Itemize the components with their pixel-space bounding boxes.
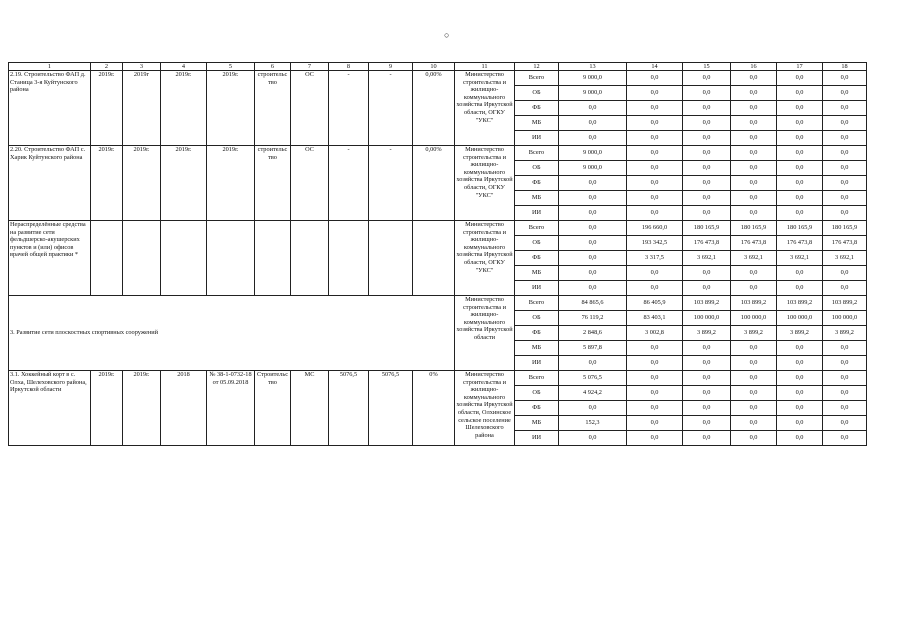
value-cell: 0,0: [731, 146, 777, 161]
cell-c9: 5076,5: [369, 371, 413, 446]
level-cell: ИИ: [515, 281, 559, 296]
level-cell: ОБ: [515, 161, 559, 176]
column-number: 1: [9, 63, 91, 71]
value-cell: 76 119,2: [559, 311, 627, 326]
level-cell: ИИ: [515, 356, 559, 371]
value-cell: 0,0: [683, 431, 731, 446]
executor: Министерство строительства и жилищно-коммунального хозяйства Иркутской области, Олхинское сельское поселение Шелеховского района: [455, 371, 515, 446]
table-row: [9, 296, 867, 311]
value-cell: 0,0: [731, 191, 777, 206]
cell-c7: ОС: [291, 146, 329, 221]
value-cell: 3 692,1: [731, 251, 777, 266]
level-cell: ОБ: [515, 236, 559, 251]
value-cell: 0,0: [777, 116, 823, 131]
table-row: [9, 221, 867, 236]
value-cell: 0,0: [683, 416, 731, 431]
value-cell: 3 899,2: [731, 326, 777, 341]
column-number: 6: [255, 63, 291, 71]
value-cell: 0,0: [823, 146, 867, 161]
value-cell: 0,0: [777, 161, 823, 176]
column-number: 18: [823, 63, 867, 71]
value-cell: 0,0: [627, 431, 683, 446]
cell-c2: 2019г.: [91, 146, 123, 221]
level-cell: МБ: [515, 341, 559, 356]
value-cell: 0,0: [823, 191, 867, 206]
executor: Министерство строительства и жилищно-коммунального хозяйства Иркутской области: [455, 296, 515, 371]
value-cell: 0,0: [559, 131, 627, 146]
value-cell: 0,0: [559, 176, 627, 191]
column-number: 14: [627, 63, 683, 71]
value-cell: 100 000,0: [731, 311, 777, 326]
value-cell: 0,0: [559, 431, 627, 446]
value-cell: 5 897,8: [559, 341, 627, 356]
level-cell: Всего: [515, 71, 559, 86]
value-cell: 0,0: [731, 101, 777, 116]
cell-c10: 0,00%: [413, 71, 455, 146]
value-cell: 0,0: [559, 116, 627, 131]
value-cell: 0,0: [777, 371, 823, 386]
value-cell: 0,0: [627, 86, 683, 101]
table-row: [9, 371, 867, 386]
value-cell: 103 899,2: [683, 296, 731, 311]
value-cell: 0,0: [777, 281, 823, 296]
column-number: 3: [123, 63, 161, 71]
value-cell: 0,0: [731, 341, 777, 356]
value-cell: 0,0: [627, 416, 683, 431]
value-cell: 0,0: [731, 176, 777, 191]
value-cell: 0,0: [731, 131, 777, 146]
level-cell: Всего: [515, 371, 559, 386]
value-cell: 9 000,0: [559, 161, 627, 176]
level-cell: Всего: [515, 221, 559, 236]
column-number: 15: [683, 63, 731, 71]
cell-c6: Строительс тво: [255, 371, 291, 446]
value-cell: 0,0: [559, 266, 627, 281]
value-cell: 4 924,2: [559, 386, 627, 401]
level-cell: ОБ: [515, 311, 559, 326]
value-cell: 176 473,8: [731, 236, 777, 251]
value-cell: 0,0: [559, 221, 627, 236]
value-cell: 0,0: [627, 386, 683, 401]
column-number: 7: [291, 63, 329, 71]
value-cell: 3 899,2: [683, 326, 731, 341]
cell-c5: 2019г.: [207, 71, 255, 146]
value-cell: 9 000,0: [559, 71, 627, 86]
object-description: 2.20. Строительство ФАП с. Харик Куйтунского района: [9, 146, 91, 221]
value-cell: 180 165,9: [683, 221, 731, 236]
column-number-row: [9, 63, 867, 71]
object-description: Нераспределённые средства на развитие сети фельдшерско-акушерских пунктов и (или) офисов врачей общей практики *: [9, 221, 91, 296]
value-cell: 0,0: [823, 101, 867, 116]
value-cell: 0,0: [823, 131, 867, 146]
object-description: 2.19. Строительство ФАП д. Станица 3-я Куйтунского района: [9, 71, 91, 146]
value-cell: 0,0: [823, 176, 867, 191]
cell-c8: [329, 221, 369, 296]
value-cell: 0,0: [823, 161, 867, 176]
value-cell: 0,0: [683, 206, 731, 221]
object-description: 3.1. Хоккейный корт в с. Олха, Шелеховского района, Иркутской области: [9, 371, 91, 446]
financing-table: [8, 62, 867, 446]
value-cell: 3 899,2: [777, 326, 823, 341]
value-cell: 0,0: [627, 116, 683, 131]
level-cell: Всего: [515, 296, 559, 311]
value-cell: 0,0: [683, 101, 731, 116]
value-cell: 0,0: [777, 416, 823, 431]
value-cell: 0,0: [823, 356, 867, 371]
cell-c4: [161, 221, 207, 296]
cell-c3: [123, 221, 161, 296]
value-cell: 0,0: [777, 146, 823, 161]
value-cell: 0,0: [627, 371, 683, 386]
level-cell: МБ: [515, 116, 559, 131]
value-cell: 100 000,0: [777, 311, 823, 326]
table-row: [9, 146, 867, 161]
value-cell: 180 165,9: [823, 221, 867, 236]
value-cell: 0,0: [823, 416, 867, 431]
value-cell: 0,0: [627, 161, 683, 176]
cell-c8: 5076,5: [329, 371, 369, 446]
value-cell: 0,0: [777, 86, 823, 101]
value-cell: 0,0: [627, 356, 683, 371]
value-cell: 0,0: [777, 401, 823, 416]
value-cell: 0,0: [777, 191, 823, 206]
value-cell: 9 000,0: [559, 86, 627, 101]
cell-c10: 0%: [413, 371, 455, 446]
value-cell: 0,0: [823, 266, 867, 281]
executor: Министерство строительства и жилищно-коммунального хозяйства Иркутской области, ОГКУ "УКС": [455, 146, 515, 221]
value-cell: 0,0: [777, 431, 823, 446]
value-cell: 0,0: [559, 356, 627, 371]
value-cell: 0,0: [731, 371, 777, 386]
column-number: 12: [515, 63, 559, 71]
cell-c9: -: [369, 71, 413, 146]
cell-c6: строительс тво: [255, 146, 291, 221]
level-cell: ФБ: [515, 176, 559, 191]
level-cell: ФБ: [515, 251, 559, 266]
column-number: 2: [91, 63, 123, 71]
cell-c2: [91, 221, 123, 296]
level-cell: ОБ: [515, 86, 559, 101]
value-cell: 0,0: [559, 236, 627, 251]
value-cell: 0,0: [683, 341, 731, 356]
value-cell: 0,0: [823, 206, 867, 221]
cell-c4: 2019г.: [161, 146, 207, 221]
value-cell: 0,0: [627, 131, 683, 146]
value-cell: 0,0: [683, 266, 731, 281]
value-cell: 0,0: [731, 71, 777, 86]
value-cell: 100 000,0: [823, 311, 867, 326]
value-cell: 0,0: [683, 116, 731, 131]
value-cell: 0,0: [823, 431, 867, 446]
cell-c9: -: [369, 146, 413, 221]
value-cell: 83 403,1: [627, 311, 683, 326]
column-number: 4: [161, 63, 207, 71]
value-cell: 0,0: [627, 191, 683, 206]
value-cell: 0,0: [777, 341, 823, 356]
cell-c6: [255, 221, 291, 296]
value-cell: 0,0: [627, 176, 683, 191]
value-cell: 0,0: [731, 416, 777, 431]
value-cell: 0,0: [683, 161, 731, 176]
cell-c10: 0,00%: [413, 146, 455, 221]
level-cell: МБ: [515, 416, 559, 431]
column-number: 17: [777, 63, 823, 71]
cell-c2: 2019г.: [91, 371, 123, 446]
value-cell: 0,0: [683, 71, 731, 86]
value-cell: 0,0: [823, 401, 867, 416]
value-cell: 0,0: [823, 86, 867, 101]
cell-c5: № 38-1-0732-18 от 05.09.2018: [207, 371, 255, 446]
value-cell: 0,0: [777, 356, 823, 371]
cell-c7: МС: [291, 371, 329, 446]
level-cell: МБ: [515, 266, 559, 281]
value-cell: 0,0: [627, 206, 683, 221]
column-number: 11: [455, 63, 515, 71]
column-number: 8: [329, 63, 369, 71]
value-cell: 100 000,0: [683, 311, 731, 326]
level-cell: ФБ: [515, 101, 559, 116]
value-cell: 3 317,5: [627, 251, 683, 266]
value-cell: 0,0: [731, 161, 777, 176]
value-cell: 0,0: [683, 191, 731, 206]
cell-c3: 2019г: [123, 71, 161, 146]
value-cell: 0,0: [777, 206, 823, 221]
cell-c3: 2019г.: [123, 371, 161, 446]
value-cell: 152,3: [559, 416, 627, 431]
value-cell: 0,0: [823, 371, 867, 386]
level-cell: МБ: [515, 191, 559, 206]
column-number: 10: [413, 63, 455, 71]
executor: Министерство строительства и жилищно-коммунального хозяйства Иркутской области, ОГКУ "УКС": [455, 71, 515, 146]
value-cell: 0,0: [627, 146, 683, 161]
level-cell: ИИ: [515, 206, 559, 221]
value-cell: 3 899,2: [823, 326, 867, 341]
value-cell: 0,0: [683, 386, 731, 401]
value-cell: 0,0: [559, 281, 627, 296]
value-cell: 0,0: [559, 101, 627, 116]
value-cell: 0,0: [731, 401, 777, 416]
value-cell: 86 405,9: [627, 296, 683, 311]
value-cell: 0,0: [731, 266, 777, 281]
table-row: [9, 71, 867, 86]
page-mark: ○: [444, 30, 450, 40]
value-cell: 3 692,1: [683, 251, 731, 266]
value-cell: 0,0: [823, 341, 867, 356]
value-cell: 0,0: [683, 356, 731, 371]
value-cell: 0,0: [731, 431, 777, 446]
value-cell: 3 002,8: [627, 326, 683, 341]
cell-c5: 2019г.: [207, 146, 255, 221]
cell-c7: [291, 221, 329, 296]
value-cell: 176 473,8: [823, 236, 867, 251]
section-title: 3. Развитие сети плоскостных спортивных сооружений: [9, 296, 455, 371]
value-cell: 0,0: [777, 71, 823, 86]
cell-c4: 2018: [161, 371, 207, 446]
column-number: 13: [559, 63, 627, 71]
value-cell: 0,0: [731, 281, 777, 296]
column-number: 5: [207, 63, 255, 71]
column-number: 9: [369, 63, 413, 71]
value-cell: 0,0: [559, 206, 627, 221]
cell-c10: [413, 221, 455, 296]
value-cell: 84 865,6: [559, 296, 627, 311]
level-cell: ФБ: [515, 401, 559, 416]
value-cell: 0,0: [823, 71, 867, 86]
value-cell: 0,0: [777, 101, 823, 116]
value-cell: 180 165,9: [777, 221, 823, 236]
cell-c6: строительс тво: [255, 71, 291, 146]
value-cell: 5 076,5: [559, 371, 627, 386]
value-cell: 0,0: [683, 371, 731, 386]
value-cell: 2 848,6: [559, 326, 627, 341]
value-cell: 103 899,2: [731, 296, 777, 311]
value-cell: 103 899,2: [823, 296, 867, 311]
level-cell: Всего: [515, 146, 559, 161]
level-cell: ОБ: [515, 386, 559, 401]
cell-c7: ОС: [291, 71, 329, 146]
value-cell: 0,0: [731, 206, 777, 221]
value-cell: 0,0: [731, 386, 777, 401]
value-cell: 3 692,1: [777, 251, 823, 266]
value-cell: 0,0: [823, 281, 867, 296]
value-cell: 0,0: [627, 341, 683, 356]
cell-c5: [207, 221, 255, 296]
value-cell: 0,0: [559, 401, 627, 416]
cell-c8: -: [329, 146, 369, 221]
value-cell: 0,0: [683, 281, 731, 296]
cell-c2: 2019г.: [91, 71, 123, 146]
value-cell: 193 342,5: [627, 236, 683, 251]
level-cell: ИИ: [515, 431, 559, 446]
value-cell: 0,0: [627, 71, 683, 86]
value-cell: 3 692,1: [823, 251, 867, 266]
value-cell: 0,0: [627, 281, 683, 296]
value-cell: 176 473,8: [777, 236, 823, 251]
value-cell: 196 660,0: [627, 221, 683, 236]
value-cell: 0,0: [683, 131, 731, 146]
value-cell: 0,0: [627, 101, 683, 116]
value-cell: 0,0: [683, 176, 731, 191]
value-cell: 0,0: [731, 356, 777, 371]
executor: Министерство строительства и жилищно-коммунального хозяйства Иркутской области, ОГКУ "УКС": [455, 221, 515, 296]
value-cell: 0,0: [731, 116, 777, 131]
value-cell: 0,0: [777, 386, 823, 401]
value-cell: 0,0: [777, 131, 823, 146]
value-cell: 0,0: [683, 401, 731, 416]
cell-c8: -: [329, 71, 369, 146]
value-cell: 180 165,9: [731, 221, 777, 236]
value-cell: 0,0: [559, 191, 627, 206]
value-cell: 0,0: [823, 116, 867, 131]
value-cell: 0,0: [627, 266, 683, 281]
cell-c3: 2019г.: [123, 146, 161, 221]
value-cell: 0,0: [627, 401, 683, 416]
column-number: 16: [731, 63, 777, 71]
value-cell: 103 899,2: [777, 296, 823, 311]
level-cell: ФБ: [515, 326, 559, 341]
cell-c9: [369, 221, 413, 296]
value-cell: 0,0: [731, 86, 777, 101]
level-cell: ИИ: [515, 131, 559, 146]
value-cell: 0,0: [777, 266, 823, 281]
value-cell: 0,0: [777, 176, 823, 191]
value-cell: 176 473,8: [683, 236, 731, 251]
cell-c4: 2019г.: [161, 71, 207, 146]
value-cell: 0,0: [683, 86, 731, 101]
value-cell: 0,0: [823, 386, 867, 401]
value-cell: 9 000,0: [559, 146, 627, 161]
value-cell: 0,0: [559, 251, 627, 266]
value-cell: 0,0: [683, 146, 731, 161]
